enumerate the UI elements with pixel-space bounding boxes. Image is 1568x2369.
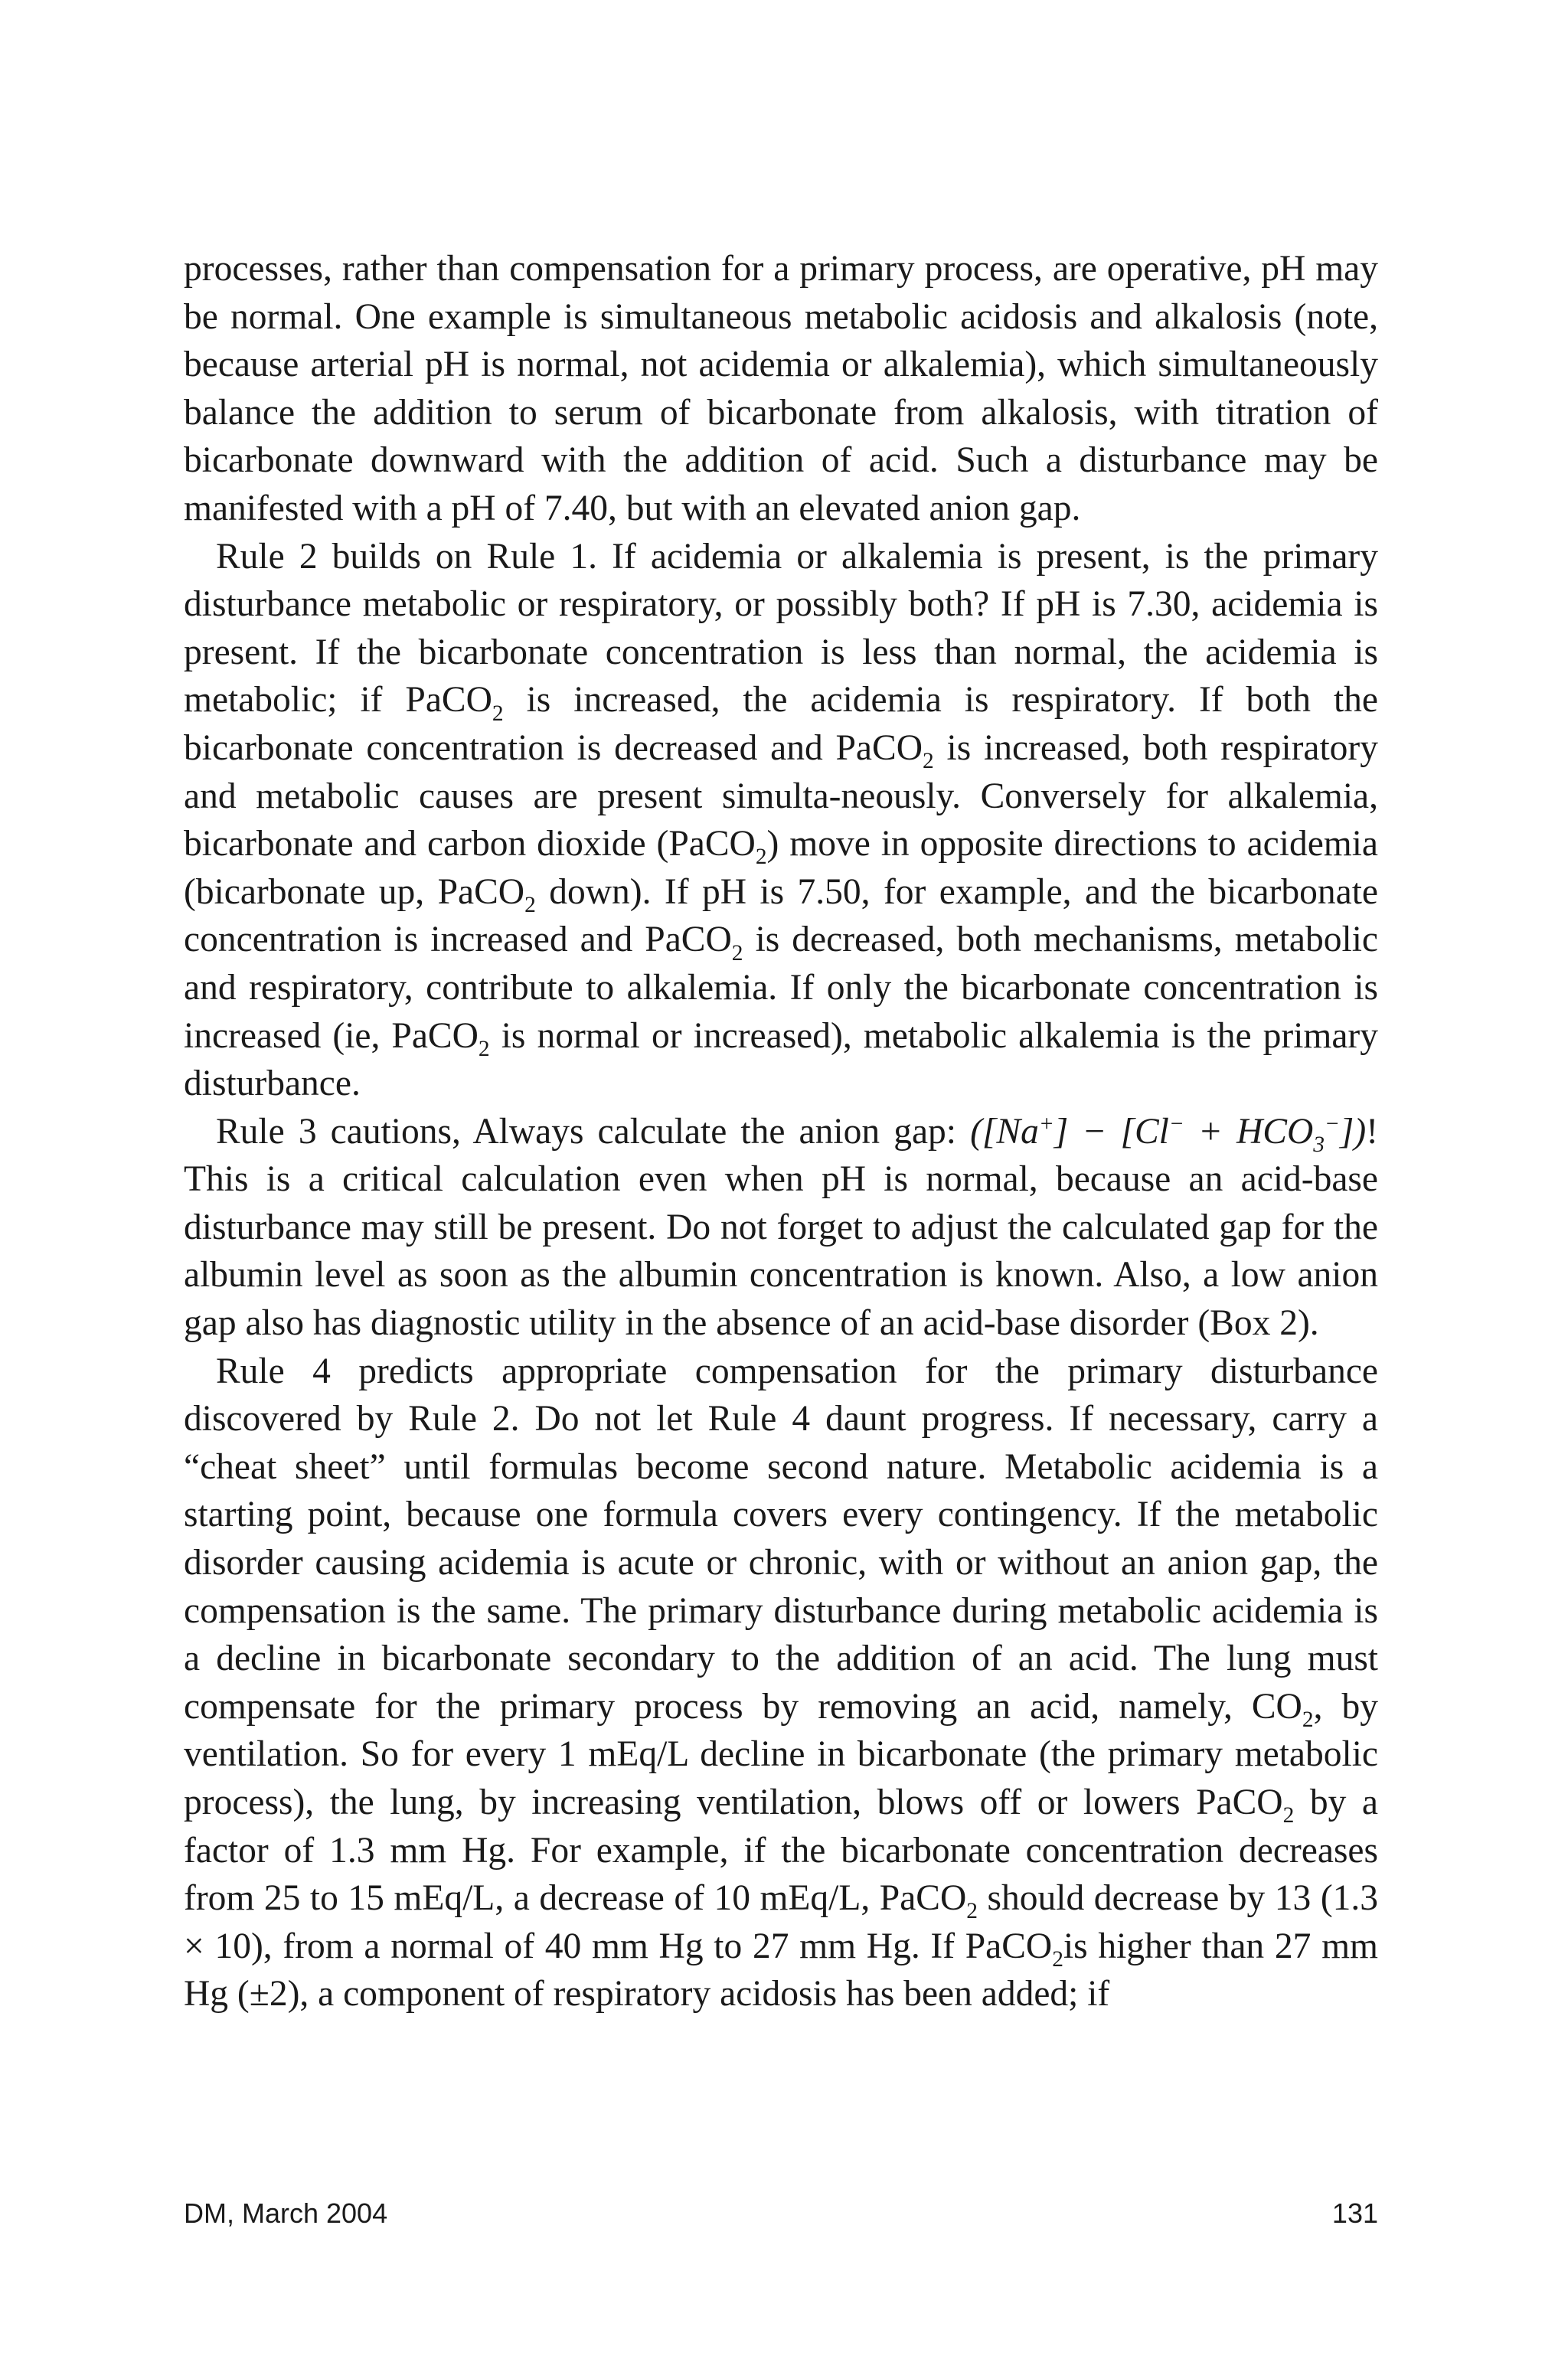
text-segment: is normal or increased), metabolic alkalemia is the primary disturbance. xyxy=(184,1015,1378,1104)
text-segment: ) move in opposite directions to acidemia (bicarbonate up, PaCO xyxy=(184,824,1379,912)
subscript: 2 xyxy=(478,1036,490,1061)
superscript: − xyxy=(1325,1111,1340,1136)
subscript: 2 xyxy=(1302,1707,1314,1732)
text-segment: should decrease by 13 (1.3 × 10), from a normal of 40 mm Hg to 27 mm Hg. If PaCO xyxy=(184,1878,1379,1966)
superscript: − xyxy=(1168,1111,1184,1136)
superscript: + xyxy=(1038,1111,1054,1136)
formula-part: ([Na xyxy=(970,1111,1039,1152)
text-segment: Rule 4 predicts appropriate compensation for the primary disturbance discovered by Rule 2. Do not let Rule 4 daunt progress. If necessary, carry a “cheat sheet” until formulas become second nature. Metabolic acidemia is a starting point, because one formula covers every contingency. If the metabolic disorder causing acidemia is acute or chronic, with or without an anion gap, the compensation is the same. The primary disturbance during metabolic acidemia is a decline in bicarbonate secondary to the addition of an acid. The lung must compensate for the primary process by removing an acid, namely, CO xyxy=(184,1351,1378,1727)
formula-part: ] − [Cl xyxy=(1054,1111,1169,1152)
subscript: 2 xyxy=(923,749,934,774)
text-segment: by a factor of 1.3 mm Hg. For example, if the bicarbonate concentration decreases from 25 to 15 mEq/L, a decrease of 10 mEq/L, PaCO xyxy=(184,1782,1378,1919)
paragraph-rule-4 xyxy=(184,1348,1378,2018)
paragraph-continuation xyxy=(184,245,1378,533)
page-footer xyxy=(184,2197,1378,2236)
text-segment: ! This is a critical calculation even when pH is normal, because an acid-base disturbance may still be present. Do not forget to adjust the calculated gap for the albumin level as soon as the albumin concentration is known. Also, a low anion gap also has diagnostic utility in the absence of an acid-base disorder (Box 2). xyxy=(184,1111,1379,1344)
text-segment: down). If pH is 7.50, for example, and the bicarbonate concentration is increased and PaCO xyxy=(184,871,1378,960)
journal-issue: DM, March 2004 xyxy=(184,2197,388,2229)
paragraph-rule-2 xyxy=(184,533,1378,1108)
text-segment: is decreased, both mechanisms, metabolic and respiratory, contribute to alkalemia. If only the bicarbonate concentration is increased (ie, PaCO xyxy=(184,920,1378,1056)
text-segment: is increased, the acidemia is respiratory. If both the bicarbonate concentration is decreased and PaCO xyxy=(184,680,1378,768)
page-body xyxy=(184,245,1378,2018)
text-segment: Rule 2 builds on Rule 1. If acidemia or alkalemia is present, is the primary disturbance metabolic or respiratory, or possibly both? If pH is 7.30, acidemia is present. If the bicarbonate concentration is less than normal, the acidemia is metabolic; if PaCO xyxy=(184,536,1378,721)
subscript: 2 xyxy=(1052,1946,1063,1972)
text-segment: , by ventilation. So for every 1 mEq/L decline in bicarbonate (the primary metabolic process), the lung, by increasing ventilation, blows off or lowers PaCO xyxy=(184,1686,1378,1822)
text-segment: is higher than 27 mm Hg (±2), a component of respiratory acidosis has been added; if xyxy=(184,1926,1378,2014)
text-segment: is increased, both respiratory and metabolic causes are present simulta-neously. Conversely for alkalemia, bicarbonate and carbon dioxide (PaCO xyxy=(184,727,1378,864)
subscript: 2 xyxy=(966,1899,978,1924)
subscript: 3 xyxy=(1313,1132,1325,1157)
subscript: 2 xyxy=(755,845,767,870)
subscript: 2 xyxy=(492,701,504,726)
text-segment: Rule 3 cautions, Always calculate the anion gap: xyxy=(216,1111,971,1152)
formula-part: + HCO xyxy=(1184,1111,1314,1152)
text-segment: processes, rather than compensation for a primary process, are operative, pH may be normal. One example is simultaneous metabolic acidosis and alkalosis (note, because arterial pH is normal, not acidemia or alkalemia), which simultaneously balance the addition to serum of bicarbonate from alkalosis, with titration of bicarbonate downward with the addition of acid. Such a disturbance may be manifested with a pH of 7.40, but with an elevated anion gap. xyxy=(184,249,1378,528)
formula-part: ]) xyxy=(1339,1111,1367,1152)
subscript: 2 xyxy=(731,940,743,966)
anion-gap-formula xyxy=(970,1111,1367,1157)
page-number: 131 xyxy=(1331,2197,1378,2229)
paragraph-rule-3 xyxy=(184,1108,1378,1348)
subscript: 2 xyxy=(524,892,536,917)
subscript: 2 xyxy=(1282,1803,1295,1828)
